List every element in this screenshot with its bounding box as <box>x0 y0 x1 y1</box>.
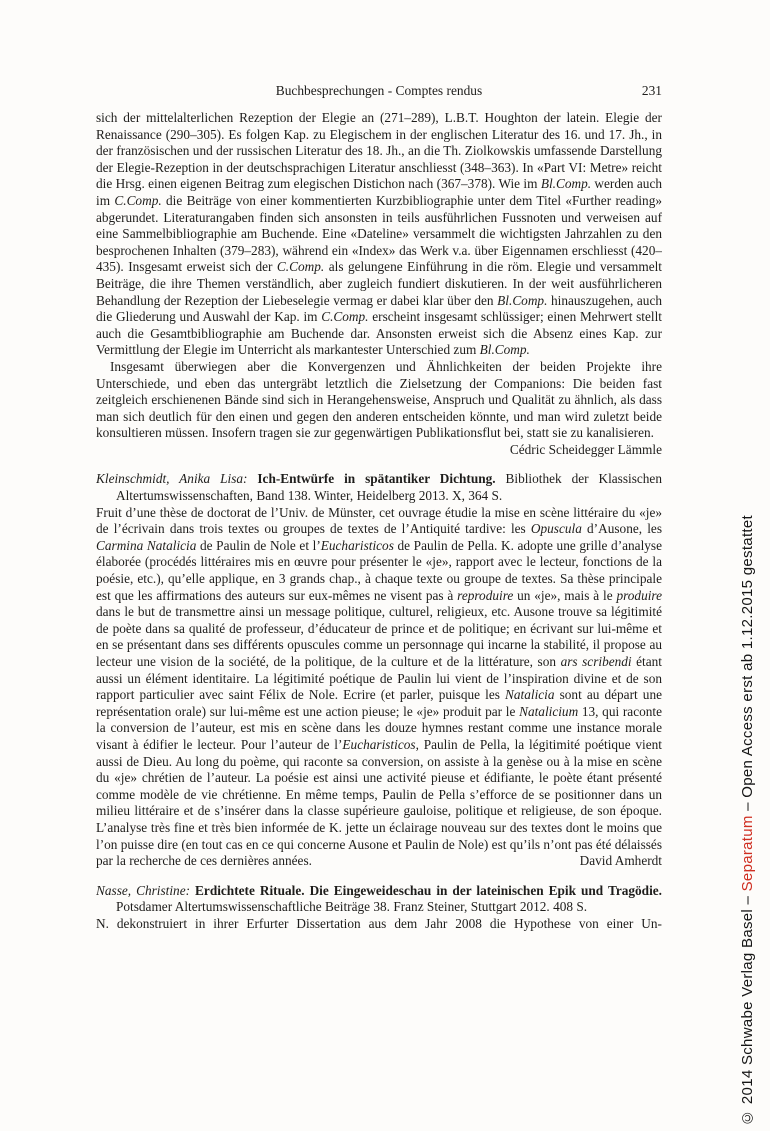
sidebar-prefix: © 2014 Schwabe Verlag Basel – <box>739 891 756 1126</box>
heading-text: Kleinschmidt, Anika Lisa: Ich-Entwürfe in spätantiker Dichtung. Bibliothek der Klassischen Altertumswissenschaften, Band 138. Winter, Heidelberg 2013. X, 364 S. <box>96 471 662 504</box>
separatum-label: Separatum <box>739 815 756 892</box>
review-2-heading <box>96 471 662 504</box>
review-2-body <box>96 505 662 870</box>
paragraph-text: Fruit d’une thèse de doctorat de l’Univ. de Münster, cet ouvrage étudie la mise en scène littéraire du «je» de l’écrivain dans trois textes ou groupes de textes de l’Antiquité tardive: les Opuscula d’Ausone, les Carmina Natalicia de Paulin de Nole et l’Eucharisticos de Paulin de Pella. K. adopte une grille d’analyse élaborée (procédés littéraires mis en œuvre pour présenter le «je», rapport avec le lecteur, fonctions de la poésie, etc.), qu’elle applique, en 3 grands chap., à chaque texte ou groupe de textes. Sa thèse principale est que les affirmations des auteurs sur eux-mêmes ne visent pas à reproduire un «je», mais à le produire dans le but de transmettre ainsi un message politique, culturel, religieux, etc. Ausone trouve sa légitimité de poète dans sa qualité de professeur, d’éducateur de prince et de politique; en écrivant sur lui-même et en se présentant dans ses différents opuscules comme un personnage qui incarne la stabilité, il propose au lecteur une vision de la société, de la politique, de la culture et de la littérature, son ars scribendi étant aussi un élément identitaire. La légitimité poétique de Paulin lui vient de l’inspiration divine et de son rapport particulier avec saint Félix de Nole. Ecrire (et parler, puisque les Natalicia sont au départ une représentation orale) sur lui-même est une action pieuse; le «je» produit par le Natalicium 13, qui raconte la conversion de l’auteur, est mis en scène dans les douze hymnes restant comme une instance morale visant à édifier le lecteur. Pour l’auteur de l’Eucharisticos, Paulin de Pella, la légitimité poétique vient aussi de Dieu. Au long du poème, qui raconte sa conversion, on assiste à la genèse ou à la mise en scène du «je» chrétien de l’auteur. La poésie est ainsi une activité pieuse et édifiante, le poète étant présenté comme modèle de vie chrétienne. En même temps, Paulin de Pella s’efforce de se positionner dans un milieu littéraire et de s’insérer dans la classe supérieure gauloise, politique et religieuse, de son époque. L’analyse très fine et très bien informée de K. jette un éclairage nouveau sur des textes dont le moins que l’on puisse dire (en tout cas en ce qui concerne Ausone et Paulin de Nole) est qu’ils n’ont pas été délaissés par la recherche de ces dernières années. <box>96 504 662 869</box>
text-column <box>96 82 662 933</box>
paragraph-text: N. dekonstruiert in ihrer Erfurter Dissertation aus dem Jahr 2008 die Hypothese von einer Un- <box>96 915 662 931</box>
heading-text: Nasse, Christine: Erdichtete Rituale. Die Eingeweideschau in der lateinischen Epik und Tragödie. Potsdamer Altertumswissenschaftliche Beiträge 38. Franz Steiner, Stuttgart 2012. 408 S. <box>96 882 662 915</box>
paragraph-text: sich der mittelalterlichen Rezeption der Elegie an (271–289), L.B.T. Houghton der latein. Elegie der Renaissance (290–305). Es folgen Kap. zu Elegischem in der englischen Literatur des 16. und 17. Jh., in der französischen und der russischen Literatur des 18. Jh., an die Th. Ziolkowskis umfassende Darstellung der Elegie-Rezeption in der deutschsprachigen Literatur anschliesst (348–363). In «Part VI: Metre» reicht die Hrsg. einen eigenen Beitrag zum elegischen Distichon nach (367–378). Wie im Bl.Comp. werden auch im C.Comp. die Beiträge von einer kommentierten Kurzbibliographie unter dem Titel «Further reading» abgerundet. Literaturangaben finden sich ansonsten in teils ausführlichen Fussnoten und verweisen auf eine Sammelbibliographie am Buchende. Eine «Dateline» versammelt die wichtigsten Jahrzahlen zu den besprochenen Inhalten (379–283), während ein «Index» das Werk v.a. über Eigennamen erschliesst (420–435). Insgesamt erweist sich der C.Comp. als gelungene Einführung in die röm. Elegie und versammelt Beiträge, die ihre Themen verständlich, aber zugleich fundiert diskutieren. In der weit ausführlicheren Behandlung der Rezeption der Liebeselegie vermag er dabei klar über den Bl.Comp. hinauszugehen, auch die Gliederung und Auswahl der Kap. im C.Comp. erscheint insgesamt schlüssiger; einen Mehrwert stellt auch die Gesamtbibliographie am Buchende dar. Ansonsten erweist sich die Absenz eines Kap. zur Vermittlung der Elegie im Unterricht als markantester Unterschied zum Bl.Comp. <box>96 110 662 358</box>
header-title: Buchbesprechungen - Comptes rendus <box>275 83 483 98</box>
reviewer-signature: David Amherdt <box>579 853 662 869</box>
review-3-heading <box>96 883 662 916</box>
review-3-body <box>96 916 662 933</box>
copyright-sidebar <box>739 515 756 1126</box>
review-1-continuation-paragraph <box>96 110 662 359</box>
page-number: 231 <box>641 83 662 98</box>
sidebar-suffix: – Open Access erst ab 1.12.2015 gestattet <box>739 515 756 816</box>
paragraph-text: Insgesamt überwiegen aber die Konvergenzen und Ähnlichkeiten der beiden Projekte ihre Unterschiede, und eben das untergräbt letztlich die Zielsetzung der Companions: Die beiden fast zeitgleich erschienenen Bände sind sich in Herangehensweise, Anspruch und Qualität zu ähnlich, als dass man sich deutlich für den einen und gegen den anderen entscheiden könnte, und man wird zuletzt beide konsultieren müssen. Insofern tragen sie zur gegenwärtigen Publikationsflut bei, statt sie zu kanalisieren. <box>96 358 662 441</box>
running-header <box>96 82 662 99</box>
reviewer-signature: Cédric Scheidegger Lämmle <box>509 441 662 457</box>
review-1-final-paragraph <box>96 359 662 459</box>
